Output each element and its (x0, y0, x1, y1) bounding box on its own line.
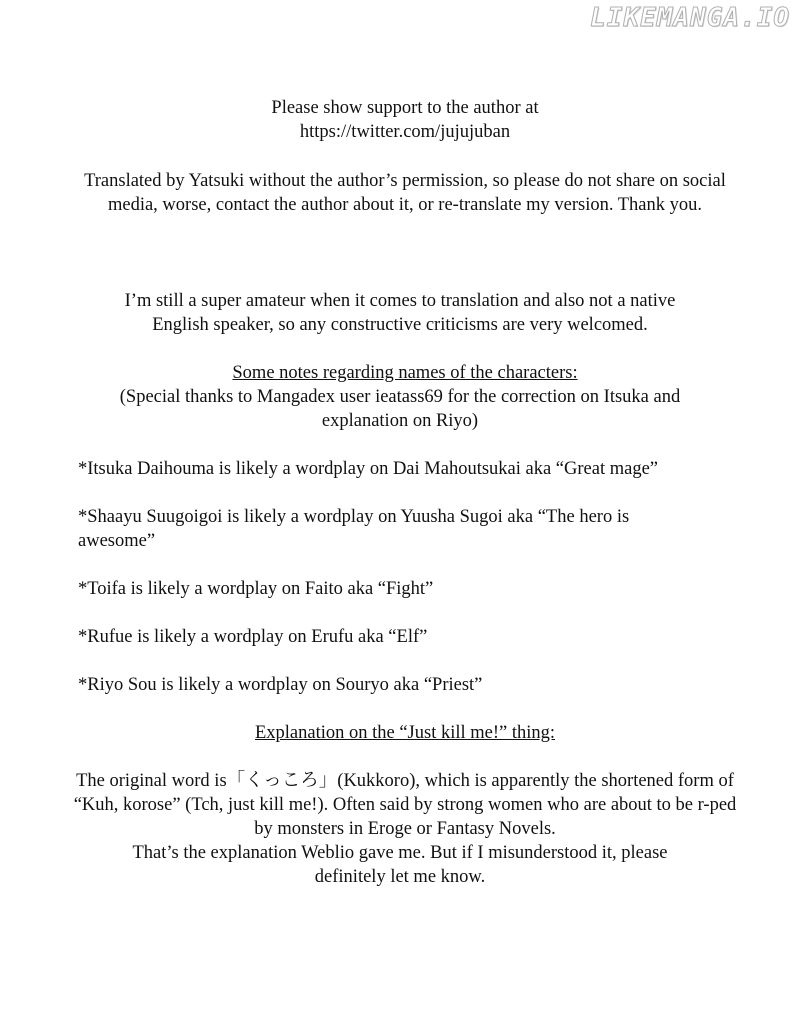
explanation-heading: Explanation on the “Just kill me!” thing: (254, 723, 556, 743)
support-line-1: Please show support to the author at (271, 98, 539, 118)
name-note-itsuka: *Itsuka Daihouma is likely a wordplay on Dai Mahoutsukai aka “Great mage” (78, 459, 659, 479)
site-watermark: LIKEMANGA.IO (590, 3, 790, 33)
support-link: https://twitter.com/jujujuban (299, 122, 511, 142)
name-note-toifa: *Toifa is likely a wordplay on Faito aka “Fight” (78, 579, 434, 599)
names-thanks: (Special thanks to Mangadex user ieatass69 for the correction on Itsuka and explanation on Riyo) (119, 387, 681, 431)
name-note-riyo: *Riyo Sou is likely a wordplay on Souryo aka “Priest” (78, 675, 483, 695)
amateur-note: I’m still a super amateur when it comes to translation and also not a native English speaker, so any constructive criticisms are very welcomed. (124, 291, 676, 335)
translator-note: Translated by Yatsuki without the author’s permission, so please do not share on social media, worse, contact the author about it, or re-translate my version. Thank you. (84, 171, 726, 215)
name-note-rufue: *Rufue is likely a wordplay on Erufu aka “Elf” (78, 627, 428, 647)
names-heading: Some notes regarding names of the characters: (232, 363, 578, 383)
name-note-shaayu: *Shaayu Suugoigoi is likely a wordplay on Yuusha Sugoi aka “The hero is awesome” (78, 507, 630, 551)
explanation-footer: That’s the explanation Weblio gave me. But if I misunderstood it, please definitely let me know. (132, 843, 668, 887)
explanation-body: The original word is「くっころ」(Kukkoro), which is apparently the shortened form of “Kuh, korose” (Tch, just kill me!). Often said by strong women who are about to be r-ped by monsters in Eroge or Fantasy Novels. (73, 771, 737, 839)
